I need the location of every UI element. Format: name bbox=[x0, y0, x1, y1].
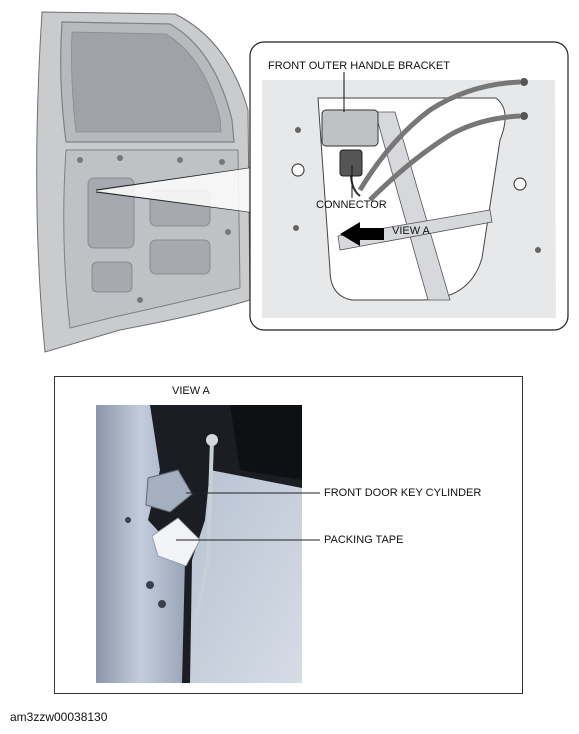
figure-id-caption: am3zzw00038130 bbox=[10, 710, 108, 724]
label-packing-tape: PACKING TAPE bbox=[324, 534, 404, 546]
label-front-door-key-cylinder: FRONT DOOR KEY CYLINDER bbox=[324, 487, 482, 499]
label-connector: CONNECTOR bbox=[316, 199, 387, 211]
view-a-title: VIEW A bbox=[172, 385, 210, 397]
label-view-a-arrow: VIEW A bbox=[392, 225, 430, 237]
label-front-outer-handle-bracket: FRONT OUTER HANDLE BRACKET bbox=[268, 60, 450, 72]
